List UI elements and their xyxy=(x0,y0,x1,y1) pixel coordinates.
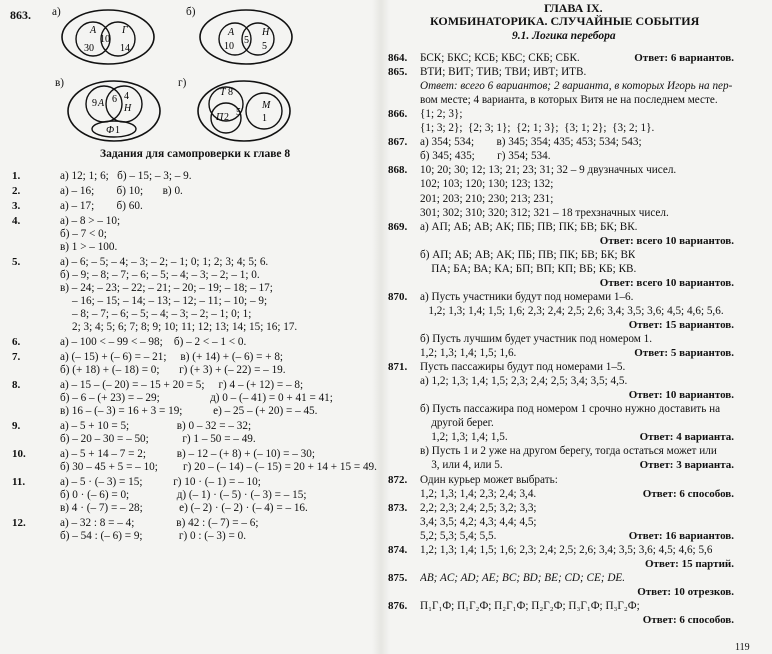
solution-number: 872. xyxy=(388,473,408,486)
solution-number: 876. xyxy=(388,599,408,612)
answer-line: б) 30 – 45 + 5 = – 10; г) 20 – (– 14) – (– 15) = 20 + 14 + 15 = 49. xyxy=(60,461,377,473)
diagram-label-g: г) xyxy=(178,77,187,89)
solution-number: 868. xyxy=(388,164,408,177)
solution-line: Ответ: всего 6 вариантов; 2 варианта, в которых Игорь на пер- xyxy=(420,80,733,93)
solution-number: 870. xyxy=(388,290,408,303)
diagram-label-v: в) xyxy=(55,77,65,89)
answer-number: 12. xyxy=(12,517,26,529)
venn-g-left-count: 2 xyxy=(224,112,229,123)
venn-b-right-count: 5 xyxy=(262,41,267,52)
solution-line: в) Пусть 1 и 2 уже на другом берегу, тогда остаться может или xyxy=(420,445,717,458)
solution-answer: Ответ: 10 отрезков. xyxy=(637,585,734,598)
answer-line: а) – 5 + 10 = 5; в) 0 – 32 = – 32; xyxy=(60,420,252,432)
answer-line: 2; 3; 4; 5; 6; 7; 8; 9; 10; 11; 12; 13; 14; 15; 16; 17. xyxy=(72,321,298,333)
solution-answer: Ответ: 15 вариантов. xyxy=(628,318,734,331)
solution-line: {1; 2; 3}; xyxy=(420,108,463,121)
solution-answer: Ответ: 10 вариантов. xyxy=(628,389,734,402)
solution-answer: Ответ: 16 вариантов. xyxy=(628,529,734,542)
solution-line: ПА; БА; ВА; КА; БП; ВП; КП; ВБ; КБ; КВ. xyxy=(420,262,637,275)
venn-g-right-label: М xyxy=(262,100,271,111)
venn-v-mid-count: 6 xyxy=(112,94,117,105)
solution-line: Пусть пассажиры будут под номерами 1–5. xyxy=(420,361,626,374)
solution-line: вом месте; 4 варианта, в которых Витя не на последнем месте. xyxy=(420,94,718,107)
solution-line: П₁Г₁Ф; П₁Г₂Ф; П₂Г₁Ф; П₂Г₂Ф; П₃Г₁Ф; П₃Г₂Ф; xyxy=(420,599,640,612)
answer-number: 5. xyxy=(12,256,21,268)
solution-line: б) Пусть лучшим будет участник под номером 1. xyxy=(420,333,653,345)
venn-b-left-count: 10 xyxy=(224,41,234,52)
venn-g-left-label: П xyxy=(216,112,224,123)
solution-answer: Ответ: 3 варианта. xyxy=(639,459,734,472)
venn-v-left-count: 9 xyxy=(92,98,97,109)
section-title: 9.1. Логика перебора xyxy=(512,30,616,42)
solution-number: 873. xyxy=(388,501,408,514)
solution-line: 1,2; 1,3; 1,4; 1,5. xyxy=(420,431,508,444)
page-number: 119 xyxy=(735,642,750,653)
venn-g-right-count: 1 xyxy=(262,113,267,124)
answer-line: – 8; – 7; – 6; – 5; – 4; – 3; – 2; – 1; 0; 1; xyxy=(72,308,252,320)
venn-a-mid-count: 10 xyxy=(100,34,110,45)
answer-number: 3. xyxy=(12,200,21,212)
solution-line: 201; 203; 210; 230; 213; 231; xyxy=(420,192,554,205)
answer-number: 10. xyxy=(12,448,26,460)
solution-answer: Ответ: всего 10 вариантов. xyxy=(599,276,734,289)
solution-line: 10; 20; 30; 12; 13; 21; 23; 31; 32 – 9 двузначных чисел. xyxy=(420,164,677,177)
venn-v-left-label: А xyxy=(98,98,105,109)
answer-line: б) 0 · (– 6) = 0; д) (– 1) · (– 5) · (– 3) = – 15; xyxy=(60,489,307,501)
venn-a-right-label: Г xyxy=(122,25,128,36)
venn-g-top-count: 8 xyxy=(228,87,233,98)
solution-line: 1,2; 1,3; 1,4; 1,5; 1,6; 2,3; 2,4; 2,5; 2,6; 3,4; 3,5; 3,6; 4,5; 4,6; 5,6. xyxy=(420,304,724,317)
answer-line: в) 4 · (– 7) = – 28; е) (– 2) · (– 2) · (– 4) = – 16. xyxy=(60,502,308,514)
venn-g-mid-count: 5 xyxy=(236,107,241,118)
solution-line: 1,2; 1,3; 1,4; 1,5; 1,6; 2,3; 2,4; 2,5; 2,6; 3,4; 3,5; 3,6; 4,5; 4,6; 5,6 xyxy=(420,543,713,556)
answer-number: 7. xyxy=(12,351,21,363)
solution-line: {1; 3; 2}; {2; 3; 1}; {2; 1; 3}; {3; 1; 2}; {3; 2; 1}. xyxy=(420,122,655,135)
answer-line: б) – 7 < 0; xyxy=(60,228,107,240)
answer-line: а) – 8 > – 10; xyxy=(60,215,121,227)
answer-line: а) – 15 – (– 20) = – 15 + 20 = 5; г) 4 – (+ 12) = – 8; xyxy=(60,379,304,391)
venn-v-bottom-label: Ф xyxy=(106,125,115,136)
venn-b-left-label: А xyxy=(228,27,235,38)
venn-v-right-label: Н xyxy=(124,103,132,114)
solution-answer: Ответ: 6 вариантов. xyxy=(634,52,734,64)
solution-answer: Ответ: 6 способов. xyxy=(642,614,734,626)
solution-line: 1,2; 1,3; 1,4; 2,3; 2,4; 3,4. xyxy=(420,487,537,500)
venn-g-top-label: Т xyxy=(220,87,226,98)
solution-answer: Ответ: 5 вариантов. xyxy=(634,347,734,360)
solution-answer: Ответ: всего 10 вариантов. xyxy=(599,234,734,247)
solution-line: 3, или 4, или 5. xyxy=(420,459,503,472)
venn-a-right-count: 14 xyxy=(120,43,130,54)
problem-number: 863. xyxy=(10,8,31,22)
solution-line: 3,4; 3,5; 4,2; 4,3; 4,4; 4,5; xyxy=(420,515,537,528)
solution-line: а) АП; АБ; АВ; АК; ПБ; ПВ; ПК; БВ; БК; ВК. xyxy=(420,220,638,233)
solution-number: 871. xyxy=(388,361,408,374)
answer-line: а) (– 15) + (– 6) = – 21; в) (+ 14) + (– 6) = + 8; xyxy=(60,351,284,363)
answer-number: 9. xyxy=(12,420,21,432)
answer-line: б) – 20 – 30 = – 50; г) 1 – 50 = – 49. xyxy=(60,433,256,445)
answer-line: а) – 32 : 8 = – 4; в) 42 : (– 7) = – 6; xyxy=(60,517,259,529)
answer-line: а) – 5 · (– 3) = 15; г) 10 · (– 1) = – 10; xyxy=(60,476,261,488)
solution-number: 869. xyxy=(388,220,408,233)
solution-number: 875. xyxy=(388,571,408,584)
answer-line: а) 12; 1; 6; б) – 15; – 3; – 9. xyxy=(60,170,192,182)
solution-number: 874. xyxy=(388,543,408,556)
venn-a-left-label: А xyxy=(90,25,97,36)
solution-line: 102; 103; 120; 130; 123; 132; xyxy=(420,178,554,191)
answer-line: – 16; – 15; – 14; – 13; – 12; – 11; – 10; – 9; xyxy=(72,295,268,307)
solution-line: AB; AC; AD; AE; BC; BD; BE; CD; CE; DE. xyxy=(420,571,626,584)
venn-b-mid-count: 5 xyxy=(244,35,249,46)
answer-line: а) – 17; б) 60. xyxy=(60,200,143,212)
solution-line: ВТИ; ВИТ; ТИВ; ТВИ; ИВТ; ИТВ. xyxy=(420,66,587,79)
answer-number: 6. xyxy=(12,336,21,348)
solution-line: б) Пусть пассажира под номером 1 срочно нужно доставить на xyxy=(420,403,721,416)
solution-answer: Ответ: 4 варианта. xyxy=(639,431,734,444)
solution-line: 5,2; 5,3; 5,4; 5,5. xyxy=(420,529,497,542)
solution-line: б) 345; 435; г) 354; 534. xyxy=(420,150,551,163)
solution-line: а) 1,2; 1,3; 1,4; 1,5; 2,3; 2,4; 2,5; 3,4; 3,5; 4,5. xyxy=(420,375,628,388)
solution-number: 865. xyxy=(388,66,408,79)
solution-line: Один курьер может выбрать: xyxy=(420,473,558,486)
answer-number: 11. xyxy=(12,476,26,488)
chapter-title: КОМБИНАТОРИКА. СЛУЧАЙНЫЕ СОБЫТИЯ xyxy=(430,14,700,28)
solution-line: 2,2; 2,3; 2,4; 2,5; 3,2; 3,3; xyxy=(420,501,537,514)
venn-v-right-count: 4 xyxy=(124,91,129,102)
answer-line: а) – 16; б) 10; в) 0. xyxy=(60,185,183,197)
solution-line: 1,2; 1,3; 1,4; 1,5; 1,6. xyxy=(420,347,517,360)
venn-diagram-b xyxy=(198,8,294,66)
solution-line: другой берег. xyxy=(420,417,494,430)
answer-line: в) 16 – (– 3) = 16 + 3 = 19; е) – 25 – (+ 20) = – 45. xyxy=(60,405,318,417)
answer-number: 8. xyxy=(12,379,21,391)
venn-a-left-count: 30 xyxy=(84,43,94,54)
venn-diagram-v xyxy=(66,78,166,144)
answer-line: в) 1 > – 100. xyxy=(60,241,118,253)
answer-line: б) – 6 – (+ 23) = – 29; д) 0 – (– 41) = 0 + 41 = 41; xyxy=(60,392,333,404)
chapter-label: ГЛАВА IX. xyxy=(544,1,603,15)
solution-line: БСК; БКС; КСБ; КБС; СКБ; СБК. xyxy=(420,52,580,64)
answer-line: б) (+ 18) + (– 18) = 0; г) (+ 3) + (– 22) = – 19. xyxy=(60,364,286,376)
answer-line: б) – 9; – 8; – 7; – 6; – 5; – 4; – 3; – 2; – 1; 0. xyxy=(60,269,260,281)
diagram-label-a: а) xyxy=(52,6,61,18)
section-heading: Задания для самопроверки к главе 8 xyxy=(100,148,291,160)
venn-diagram-g xyxy=(196,78,296,144)
answer-line: а) – 6; – 5; – 4; – 3; – 2; – 1; 0; 1; 2; 3; 4; 5; 6. xyxy=(60,256,269,268)
answer-line: в) – 24; – 23; – 22; – 21; – 20; – 19; – 18; – 17; xyxy=(60,282,273,294)
solution-line: б) АП; АБ; АВ; АК; ПБ; ПВ; ПК; БВ; БК; ВК xyxy=(420,248,636,261)
answer-line: а) – 5 + 14 – 7 = 2; в) – 12 – (+ 8) + (– 10) = – 30; xyxy=(60,448,315,460)
answer-line: а) – 100 < – 99 < – 98; б) – 2 < – 1 < 0. xyxy=(60,336,247,348)
answer-number: 4. xyxy=(12,215,21,227)
solution-number: 866. xyxy=(388,108,408,121)
solution-line: а) 354; 534; в) 345; 354; 435; 453; 534; 543; xyxy=(420,136,642,149)
solution-line: а) Пусть участники будут под номерами 1–6. xyxy=(420,290,634,303)
answer-line: б) – 54 : (– 6) = 9; г) 0 : (– 3) = 0. xyxy=(60,530,247,542)
venn-diagram-a xyxy=(60,8,156,66)
solution-answer: Ответ: 6 способов. xyxy=(642,487,734,500)
solution-answer: Ответ: 15 партий. xyxy=(645,557,734,570)
solution-number: 867. xyxy=(388,136,408,149)
venn-v-bottom-count: 1 xyxy=(115,125,120,136)
venn-b-right-label: Н xyxy=(262,27,270,38)
solution-number: 864. xyxy=(388,52,408,64)
answer-number: 2. xyxy=(12,185,21,197)
diagram-label-b: б) xyxy=(186,6,196,18)
solution-line: 301; 302; 310; 320; 312; 321 – 18 трехзначных чисел. xyxy=(420,206,669,219)
page-gutter xyxy=(372,0,390,654)
answer-number: 1. xyxy=(12,170,21,182)
